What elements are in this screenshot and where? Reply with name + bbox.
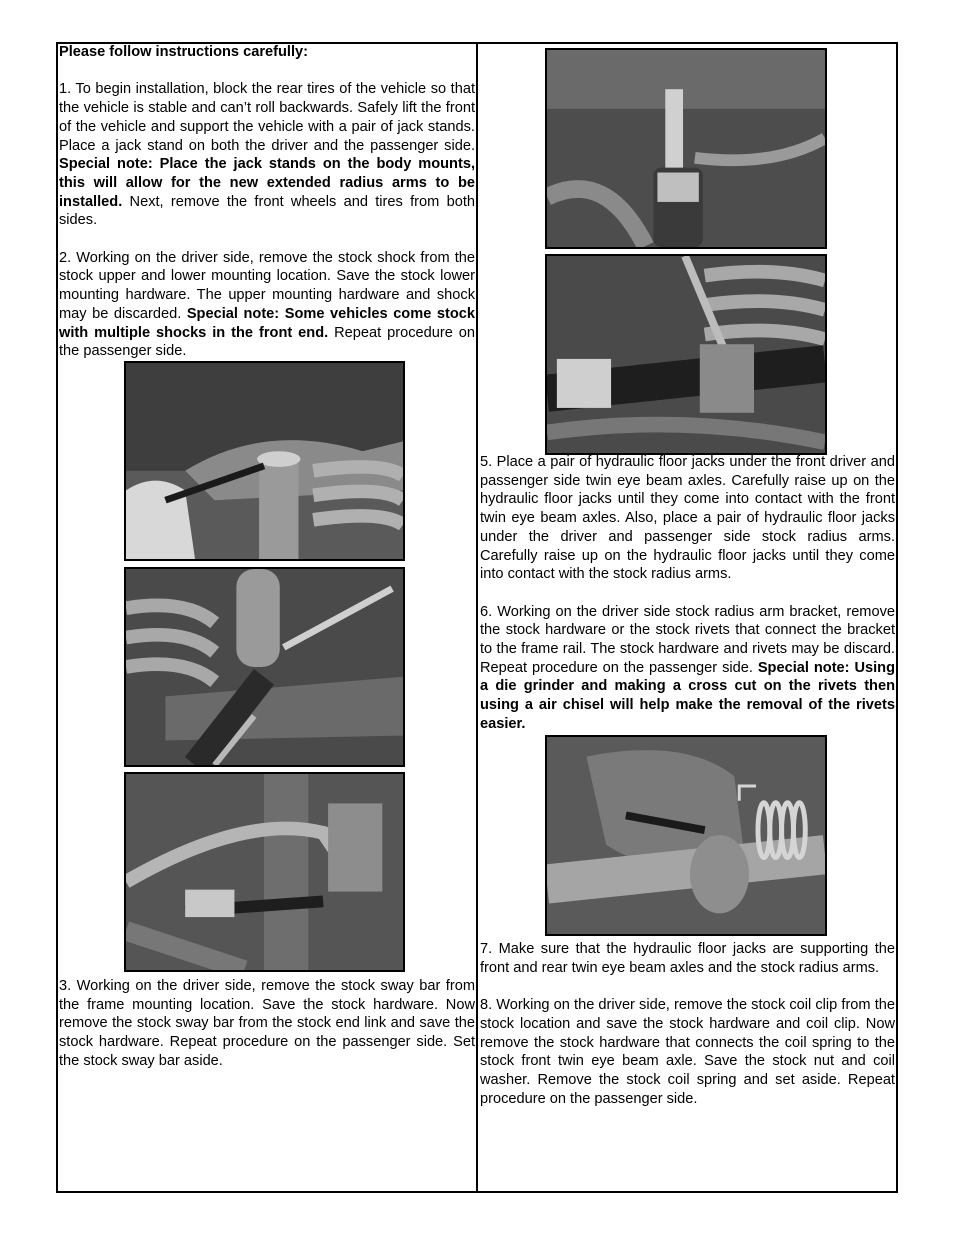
step-2: 2. Working on the driver side, remove the stock shock from the stock upper and lower mounting location. Save the stock lower mounting hardware. The upper mounting hardware and shock may be discarded. Special note: Some vehicles come stock with multiple shocks in the front end. Repeat procedure on the passenger side.	[59, 249, 476, 360]
step-3: 3. Working on the driver side, remove the stock sway bar from the frame mounting location. Save the stock hardware. Now remove the stock sway bar from the stock end link and save the stock hardware. Repeat procedure on the passenger side. Set the stock sway bar aside.	[59, 978, 475, 1069]
photo-air-chisel	[545, 48, 827, 249]
instructions-heading: Please follow instructions carefully:	[59, 44, 308, 60]
photo-rivet-bracket	[545, 735, 827, 936]
step-1: 1. To begin installation, block the rear tires of the vehicle so that the vehicle is stable and can’t roll backwards. Safely lift the front of the vehicle and support the vehicle with a pair of jack stands. Place a jack stand on both the driver and the passenger side. Special note: Place the jack stands on the body mounts, this will allow for the new extended radius arms to be installed. Next, remove the front wheels and tires from both sides.	[59, 81, 475, 229]
step-8: 8. Working on the driver side, remove the stock coil clip from the stock location and save the stock hardware and coil clip. Now remove the stock hardware that connects the coil spring to the stock front twin eye beam axle. Save the stock nut and coil washer. Remove the stock coil spring and set aside. Repeat procedure on the passenger side.	[480, 997, 895, 1107]
left-text-step3	[59, 977, 475, 1089]
step-7: 7. Make sure that the hydraulic floor jacks are supporting the front and rear twin eye beam axles and the stock radius arms.	[480, 941, 895, 976]
right-text-block-2	[480, 940, 895, 1127]
step-6: 6. Working on the driver side stock radius arm bracket, remove the stock hardware or the stock rivets that connect the bracket to the frame rail. The stock hardware and rivets may be discard. Repeat procedure on the passenger side. Special note: Using a die grinder and making a cross cut on the rivets then using a air chisel will help make the removal of the rivets easier.	[480, 603, 895, 732]
left-text-block	[59, 43, 475, 380]
right-text-block-1	[480, 453, 895, 752]
step-5: 5. Place a pair of hydraulic floor jacks under the front driver and passenger side twin eye beam axles. Carefully raise up on the hydraulic floor jacks until they come into contact with the front twin eye beam axles. Also, place a pair of hydraulic floor jacks under the driver and passenger side stock radius arms. Carefully raise up on the hydraulic floor jacks until they come into contact with the stock radius arms.	[480, 454, 895, 583]
photo-radius-arm-wrench	[545, 254, 827, 455]
photo-shock-upper-mount	[124, 361, 405, 561]
photo-shock-lower-mount	[124, 567, 405, 767]
photo-sway-bar	[124, 772, 405, 972]
